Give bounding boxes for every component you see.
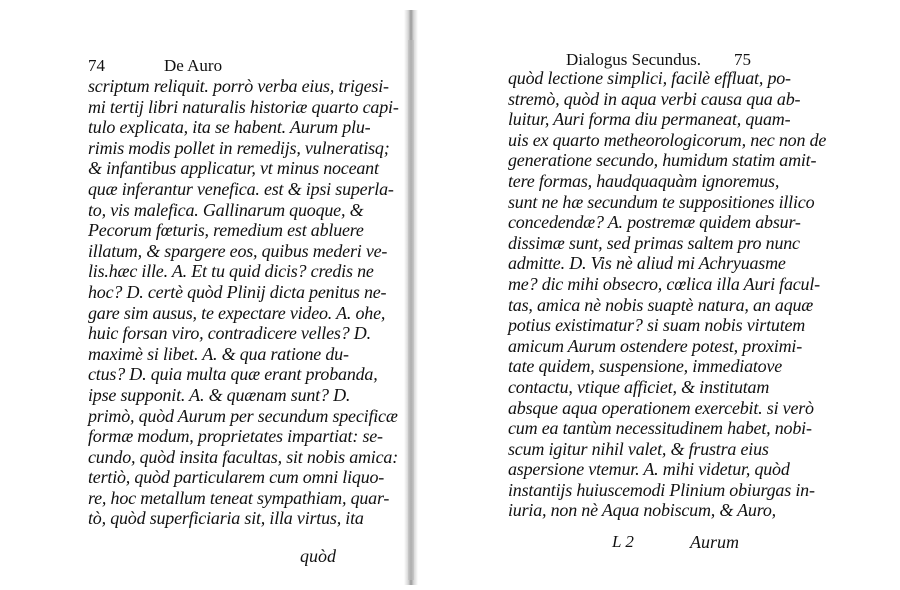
signature-mark: L 2 xyxy=(612,532,634,551)
left-running-head: De Auro xyxy=(164,56,223,75)
text-line: formæ modum, proprietates impartiat: se- xyxy=(88,426,383,447)
text-line: aspersione vtemur. A. mihi videtur, quòd xyxy=(508,459,790,480)
left-catchword: quòd xyxy=(300,546,336,566)
text-line: primò, quòd Aurum per secundum specificæ xyxy=(88,405,398,426)
text-line: me? dic mihi obsecro, cœlica illa Auri facul- xyxy=(508,273,820,294)
right-page-number: 75 xyxy=(734,50,751,69)
text-line: admitte. D. Vis nè aliud mi Achryuasme xyxy=(508,253,786,274)
left-page xyxy=(0,0,408,590)
text-line: luitur, Auri forma diu permaneat, quam- xyxy=(508,109,791,130)
text-line: tulo explicata, ita se habent. Aurum plu- xyxy=(88,117,371,138)
text-line: instantijs huiuscemodi Plinium obiurgas in- xyxy=(508,479,815,500)
right-page xyxy=(416,0,900,590)
text-line: hoc? D. certè quòd Plinij dicta penitus ne- xyxy=(88,281,387,302)
text-line: scriptum reliquit. porrò verba eius, trigesi- xyxy=(88,76,389,96)
text-line: scum igitur nihil valet, & frustra eius xyxy=(508,438,769,459)
text-line: tas, amica nè nobis suaptè natura, an aquæ xyxy=(508,294,814,315)
text-line: quòd lectione simplici, facilè effluat, po- xyxy=(508,68,791,88)
text-line: rimis modis pollet in remedijs, vulneratisq; xyxy=(88,137,390,158)
text-line: cum ea tantùm necessitudinem habet, nobi- xyxy=(508,418,812,439)
text-line: amicum Aurum ostendere potest, proximi- xyxy=(508,335,802,356)
text-line: mi tertij libri naturalis historiæ quarto capi- xyxy=(88,96,399,117)
text-line: huic forsan viro, contradicere velles? D. xyxy=(88,323,371,344)
text-line: dissimæ sunt, sed primas saltem pro nunc xyxy=(508,232,800,253)
text-line: tere formas, haudquaquàm ignoremus, xyxy=(508,170,780,191)
left-page-number: 74 xyxy=(88,56,105,75)
text-line: Pecorum fœturis, remedium est abluere xyxy=(88,220,364,241)
text-line: iuria, non nè Aqua nobiscum, & Auro, xyxy=(508,500,776,521)
text-line: ipse supponit. A. & quænam sunt? D. xyxy=(88,384,351,405)
text-line: concedendæ? A. postremæ quidem absur- xyxy=(508,212,801,233)
text-line: to, vis malefica. Gallinarum quoque, & xyxy=(88,199,364,220)
text-line: uis ex quarto metheorologicorum, nec non de xyxy=(508,129,827,150)
text-line: tertiò, quòd particularem cum omni liquo- xyxy=(88,467,385,488)
gutter-shadow xyxy=(408,40,414,580)
text-line: illatum, & spargere eos, quibus mederi ve- xyxy=(88,240,388,261)
text-line: tate quidem, suspensione, immediatove xyxy=(508,356,783,377)
text-line: generatione secundo, humidum statim amit- xyxy=(508,150,817,171)
text-line: tò, quòd superficiaria sit, illa virtus, ita xyxy=(88,508,364,529)
right-running-head: Dialogus Secundus. xyxy=(566,50,702,69)
text-line: ctus? D. quia multa quæ erant probanda, xyxy=(88,364,378,385)
text-line: absque aqua operationem exercebit. si verò xyxy=(508,397,814,418)
right-catchword: Aurum xyxy=(690,532,739,552)
text-line: gare sim ausus, te expectare video. A. ohe, xyxy=(88,302,386,323)
right-text-block xyxy=(508,68,868,521)
text-line: & infantibus applicatur, vt minus noceant xyxy=(88,158,379,179)
text-line: re, hoc metallum teneat sympathiam, quar- xyxy=(88,487,390,508)
left-text-block xyxy=(88,76,399,529)
text-line: cundo, quòd insita facultas, sit nobis amica: xyxy=(88,446,398,467)
text-line: quæ inferantur venefica. est & ipsi superla- xyxy=(88,178,394,199)
text-line: contactu, vtique afficiet, & institutam xyxy=(508,376,770,397)
text-line: stremò, quòd in aqua verbi causa qua ab- xyxy=(508,88,801,109)
text-line: sunt ne hæ secundum te suppositiones illico xyxy=(508,191,815,212)
text-line: maximè si libet. A. & qua ratione du- xyxy=(88,343,349,364)
text-line: potius existimatur? si suam nobis virtutem xyxy=(508,315,806,336)
text-line: lis.hæc ille. A. Et tu quid dicis? credis ne xyxy=(88,261,374,282)
